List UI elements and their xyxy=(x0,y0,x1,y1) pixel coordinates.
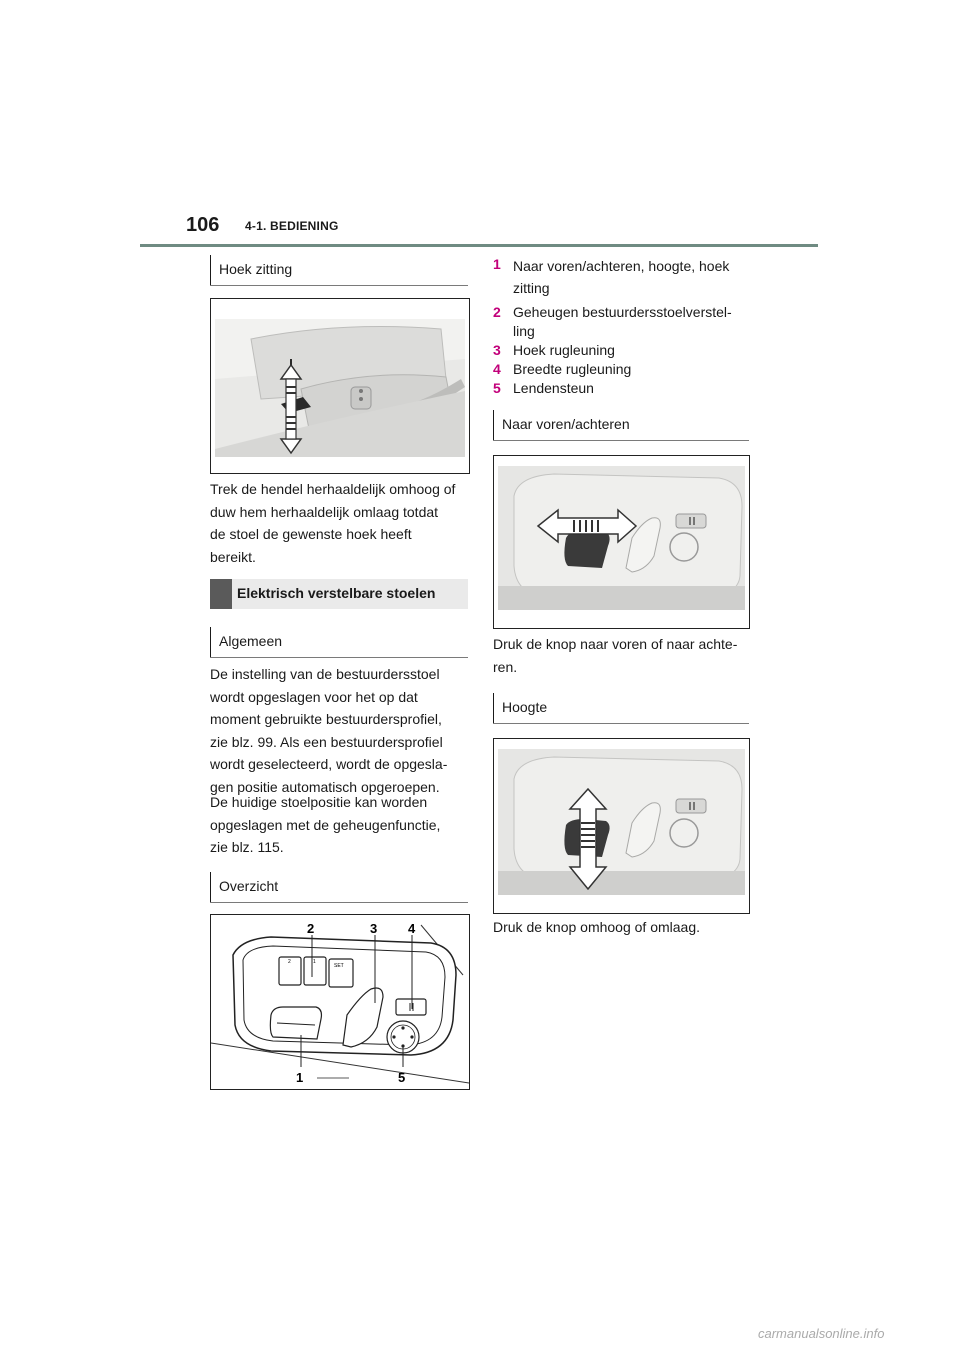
voren-heading-underline xyxy=(493,440,749,441)
callout-1: 1 xyxy=(296,1070,304,1085)
chapter-title: 4-1. BEDIENING xyxy=(245,219,339,233)
voren-achteren-figure xyxy=(493,455,750,629)
callout-3: 3 xyxy=(370,921,378,936)
memory-set-label: SET xyxy=(334,963,344,969)
legend-number-3: 3 xyxy=(493,342,501,358)
legend-1-line-2: zitting xyxy=(513,280,550,296)
algemeen-heading: Algemeen xyxy=(210,627,282,657)
overview-legend-list xyxy=(493,255,753,398)
voren-line-1: Druk de knop naar voren of naar achte- xyxy=(493,636,738,652)
callout-4: 4 xyxy=(408,921,416,936)
algemeen-p1-line-6: gen positie automatisch opgeroepen. xyxy=(210,778,440,795)
watermark: carmanualsonline.info xyxy=(758,1326,885,1341)
algemeen-p1-line-1: De instelling van de bestuurdersstoel xyxy=(210,666,440,682)
legend-item-3 xyxy=(493,341,753,360)
algemeen-p2-line-2: opgeslagen met de geheugenfunctie, xyxy=(210,816,441,833)
hoogte-heading-underline xyxy=(493,723,749,724)
legend-item-4 xyxy=(493,360,753,379)
algemeen-p1-line-3: moment gebruikte bestuurdersprofiel, xyxy=(210,711,442,727)
page-number: 106 xyxy=(186,214,220,236)
legend-number-1: 1 xyxy=(493,256,501,272)
hoek-heading-underline xyxy=(210,285,468,286)
algemeen-p1-line-2: wordt opgeslagen voor het op dat xyxy=(210,688,418,705)
hoogte-text: Druk de knop omhoog of omlaag. xyxy=(493,919,701,935)
memory-button-2-label: 2 xyxy=(288,959,291,965)
section-marker xyxy=(210,579,232,609)
section-heading-bar xyxy=(210,579,468,609)
memory-button-1-label: 1 xyxy=(313,959,316,965)
legend-item-2 xyxy=(493,303,753,341)
hoek-zitting-text xyxy=(210,478,472,568)
voren-achteren-heading: Naar voren/achteren xyxy=(493,410,630,440)
legend-item-5 xyxy=(493,379,753,398)
legend-number-2: 2 xyxy=(493,304,501,320)
voren-line-2: ren. xyxy=(493,658,518,675)
callout-5: 5 xyxy=(398,1070,406,1085)
seat-controls-diagram xyxy=(211,915,469,1089)
seat-lever-illustration xyxy=(211,299,469,473)
legend-item-1 xyxy=(493,255,753,299)
hoek-zitting-figure xyxy=(210,298,470,474)
section-title: Elektrisch verstelbare stoelen xyxy=(237,585,436,601)
forward-backward-illustration xyxy=(494,456,749,628)
hoek-line-1: Trek de hendel herhaaldelijk omhoog of xyxy=(210,481,456,497)
algemeen-p2-line-3: zie blz. 115. xyxy=(210,839,284,855)
hoek-line-4: bereikt. xyxy=(210,548,256,565)
hoek-line-3: de stoel de gewenste hoek heeft xyxy=(210,526,412,542)
legend-2-line-1: Geheugen bestuurdersstoelverstel- xyxy=(513,304,732,320)
callout-2: 2 xyxy=(307,921,315,936)
algemeen-p1-line-4: zie blz. 99. Als een bestuurdersprofiel xyxy=(210,733,443,750)
overzicht-figure xyxy=(210,914,470,1090)
legend-4-text: Breedte rugleuning xyxy=(513,361,632,377)
legend-1-line-1: Naar voren/achteren, hoogte, hoek xyxy=(513,258,730,274)
legend-5-text: Lendensteun xyxy=(513,380,594,396)
hoogte-heading: Hoogte xyxy=(493,693,547,723)
voren-achteren-text xyxy=(493,633,755,678)
legend-3-text: Hoek rugleuning xyxy=(513,342,615,358)
overzicht-heading: Overzicht xyxy=(210,872,278,902)
algemeen-p1-line-5: wordt geselecteerd, wordt de opgesla- xyxy=(210,756,448,772)
overzicht-heading-underline xyxy=(210,902,468,903)
algemeen-paragraph-2 xyxy=(210,791,472,859)
legend-number-5: 5 xyxy=(493,380,501,396)
header-rule xyxy=(140,244,818,247)
legend-2-line-2: ling xyxy=(513,323,535,339)
algemeen-paragraph-1 xyxy=(210,663,472,798)
legend-number-4: 4 xyxy=(493,361,501,377)
hoogte-figure xyxy=(493,738,750,914)
height-illustration xyxy=(494,739,749,913)
hoek-line-2: duw hem herhaaldelijk omlaag totdat xyxy=(210,503,439,520)
algemeen-p2-line-1: De huidige stoelpositie kan worden xyxy=(210,794,428,810)
algemeen-heading-underline xyxy=(210,657,468,658)
hoek-zitting-heading: Hoek zitting xyxy=(210,255,292,285)
